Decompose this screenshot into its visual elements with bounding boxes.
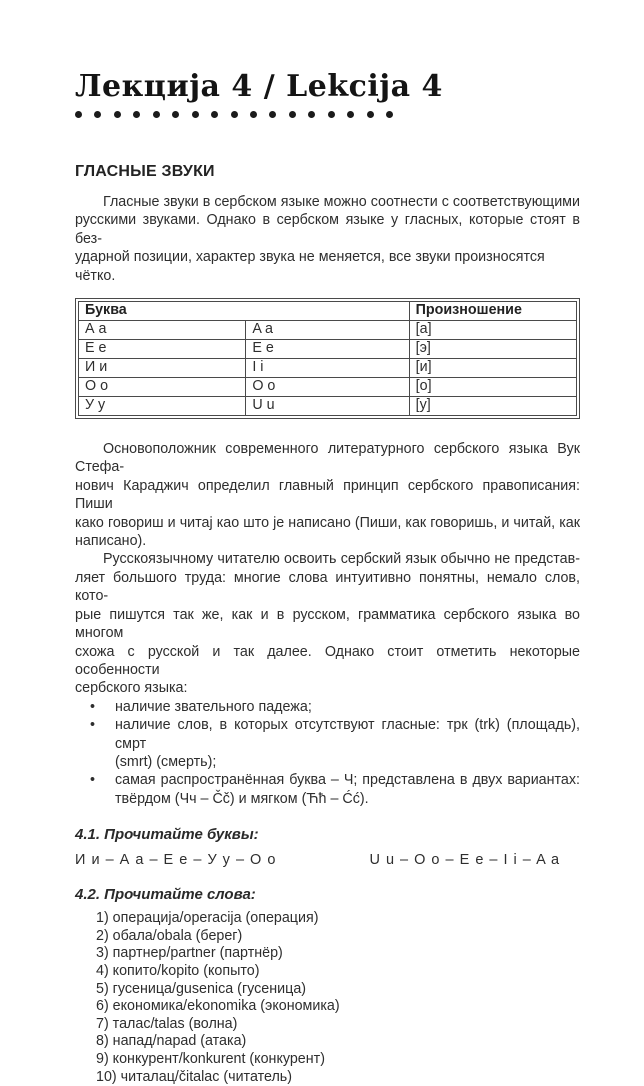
pronunciation-cell: [о]	[409, 378, 576, 397]
title-dot	[328, 111, 335, 118]
pronunciation-cell: [а]	[409, 321, 576, 340]
bullet-icon: •	[75, 698, 95, 716]
latin-letter-cell: E e	[246, 340, 409, 359]
word-list-item: 2) обала/obala (берег)	[96, 928, 580, 946]
text-line: Русскоязычному читателю освоить сербский язык обычно не представ-	[75, 550, 580, 568]
bullet-item	[75, 771, 580, 808]
title-dot	[211, 111, 218, 118]
text-line: (smrt) (смерть);	[115, 753, 580, 771]
title-dot	[192, 111, 199, 118]
header-cell-pronunciation: Произношение	[409, 302, 576, 321]
table-row	[79, 321, 577, 340]
title-dot	[172, 111, 179, 118]
word-list-item: 10) читалац/čitalac (читатель)	[96, 1069, 580, 1086]
latin-letter-cell: A a	[246, 321, 409, 340]
word-list-item: 9) конкурент/konkurent (конкурент)	[96, 1051, 580, 1069]
table-row	[79, 378, 577, 397]
text-line: русскими звуками. Однако в сербском языке у гласных, которые стоят в без-	[75, 211, 580, 248]
text-line: ляет большого труда: многие слова интуитивно понятны, немало слов, кото-	[75, 569, 580, 606]
paragraph-intro	[75, 193, 580, 285]
section-heading: ГЛАСНЫЕ ЗВУКИ	[75, 163, 580, 181]
paragraph-features	[75, 550, 580, 697]
table-row	[79, 397, 577, 416]
exercise-4-1-heading: 4.1. Прочитайте буквы:	[75, 826, 580, 843]
bullet-text	[115, 698, 580, 716]
cyrillic-letter-group: И и – А а – Е е – У у – О о	[75, 852, 276, 868]
text-line: наличие слов, в которых отсутствуют гласные: трк (trk) (площадь), смрт	[115, 716, 580, 753]
features-bullet-list	[75, 698, 580, 808]
exercise-4-2-heading: 4.2. Прочитайте слова:	[75, 886, 580, 903]
text-line: сербского языка:	[75, 679, 580, 697]
text-line: самая распространённая буква – Ч; представлена в двух вариантах:	[115, 771, 580, 789]
title-dot	[94, 111, 101, 118]
text-line: наличие звательного падежа;	[115, 698, 580, 716]
bullet-item	[75, 698, 580, 716]
header-cell-letter: Буква	[79, 302, 410, 321]
title-dot	[114, 111, 121, 118]
bullet-text	[115, 716, 580, 771]
pronunciation-cell: [и]	[409, 359, 576, 378]
word-list-item: 5) гусеница/gusenica (гусеница)	[96, 981, 580, 999]
text-line: Основоположник современного литературного сербского языка Вук Стефа-	[75, 440, 580, 477]
title-dot	[75, 111, 82, 118]
word-list-item: 4) копито/kopito (копыто)	[96, 963, 580, 981]
word-list-item: 1) операција/operacija (операция)	[96, 910, 580, 928]
word-list-item: 7) талас/talas (волна)	[96, 1016, 580, 1034]
pronunciation-cell: [э]	[409, 340, 576, 359]
vowel-table-frame	[75, 298, 580, 419]
text-line: како говориш и читај као што је написано (Пиши, как говоришь, и читай, как	[75, 514, 580, 532]
title-dot	[386, 111, 393, 118]
cyrillic-letter-cell: А а	[79, 321, 246, 340]
pronunciation-cell: [у]	[409, 397, 576, 416]
word-list-item: 6) економика/ekonomika (экономика)	[96, 998, 580, 1016]
text-line: Гласные звуки в сербском языке можно соотнести с соответствующими	[75, 193, 580, 211]
latin-letter-group: U u – O o – E e – I i – A a	[369, 852, 560, 868]
latin-letter-cell: O o	[246, 378, 409, 397]
title-dot	[289, 111, 296, 118]
title-dot	[250, 111, 257, 118]
table-row	[79, 359, 577, 378]
latin-letter-cell: U u	[246, 397, 409, 416]
text-line: рые пишутся так же, как и в русском, грамматика сербского языка во многом	[75, 606, 580, 643]
cyrillic-letter-cell: О о	[79, 378, 246, 397]
title-dot	[231, 111, 238, 118]
latin-letter-cell: I i	[246, 359, 409, 378]
bullet-item	[75, 716, 580, 771]
cyrillic-letter-cell: Е е	[79, 340, 246, 359]
title-dot	[269, 111, 276, 118]
title-dot	[153, 111, 160, 118]
bullet-icon: •	[75, 771, 95, 808]
title-dot	[347, 111, 354, 118]
cyrillic-letter-cell: И и	[79, 359, 246, 378]
paragraph-vuk-karadzic	[75, 440, 580, 550]
table-header-row	[79, 302, 577, 321]
text-line: нович Караджич определил главный принцип сербского правописания: Пиши	[75, 477, 580, 514]
bullet-icon: •	[75, 716, 95, 771]
text-line: ударной позиции, характер звука не меняется, все звуки произносятся чётко.	[75, 248, 580, 285]
title-dot	[308, 111, 315, 118]
title-dot	[133, 111, 140, 118]
word-list-item: 8) напад/napad (атака)	[96, 1033, 580, 1051]
bullet-text	[115, 771, 580, 808]
cyrillic-letter-cell: У у	[79, 397, 246, 416]
text-line: твёрдом (Чч – Čč) и мягком (Ћћ – Ćć).	[115, 790, 580, 808]
table-row	[79, 340, 577, 359]
title-dot	[367, 111, 374, 118]
vowel-table	[78, 301, 577, 416]
text-line: схожа с русской и так далее. Однако стоит отметить некоторые особенности	[75, 643, 580, 680]
lesson-title: Лекција 4 / Lekcija 4	[75, 70, 580, 104]
word-list-item: 3) партнер/partner (партнёр)	[96, 945, 580, 963]
exercise-4-2-word-list	[75, 910, 580, 1086]
exercise-4-1-content	[75, 852, 580, 868]
title-dotted-rule	[75, 110, 393, 118]
text-line: написано).	[75, 532, 580, 550]
